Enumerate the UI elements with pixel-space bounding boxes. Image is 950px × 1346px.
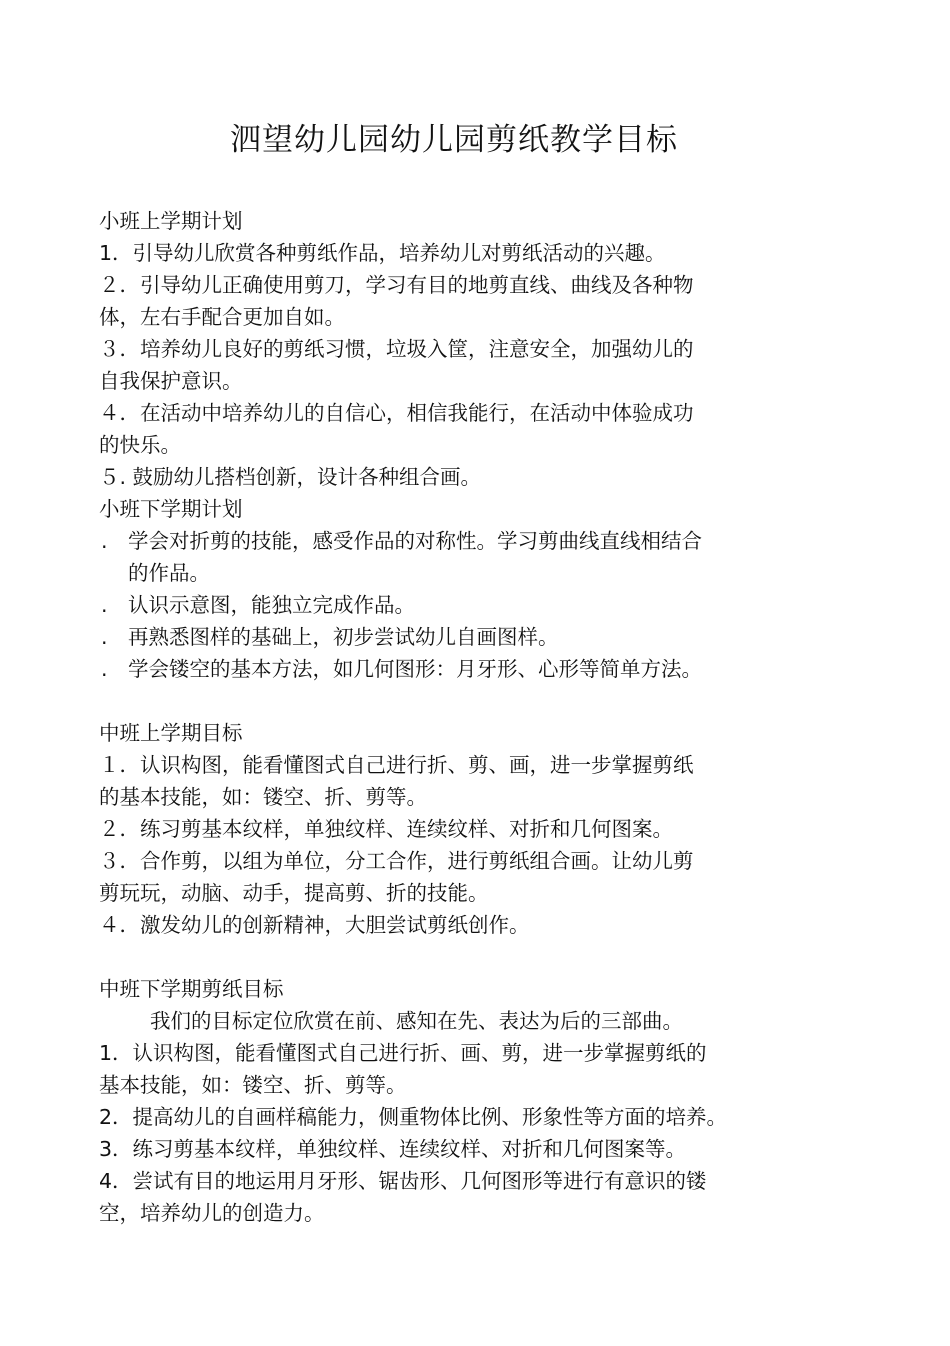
paragraph-line: 1．引导幼儿欣赏各种剪纸作品，培养幼儿对剪纸活动的兴趣。: [99, 241, 666, 265]
list-item: 学会对折剪的技能，感受作品的对称性。学习剪曲线直线相结合: [128, 529, 702, 553]
paragraph-line: 3．练习剪基本纹样，单独纹样、连续纹样、对折和几何图案等。: [99, 1137, 687, 1161]
paragraph-line: 剪玩玩，动脑、动手，提高剪、折的技能。: [99, 881, 489, 905]
document-title: 泗望幼儿园幼儿园剪纸教学目标: [230, 122, 678, 158]
paragraph-line: ２．练习剪基本纹样，单独纹样、连续纹样、对折和几何图案。: [99, 817, 673, 841]
paragraph-line: 的基本技能，如：镂空、折、剪等。: [99, 785, 427, 809]
paragraph-line: 2．提高幼儿的自画样稿能力，侧重物体比例、形象性等方面的培养。: [99, 1105, 728, 1129]
bullet-marker: .: [101, 657, 108, 681]
paragraph-line: ５. 鼓励幼儿搭档创新，设计各种组合画。: [99, 465, 482, 489]
list-item: 的作品。: [128, 561, 210, 585]
paragraph-line: ２．引导幼儿正确使用剪刀，学习有目的地剪直线、曲线及各种物: [99, 273, 694, 297]
paragraph-line: 体，左右手配合更加自如。: [99, 305, 345, 329]
list-item: 认识示意图，能独立完成作品。: [128, 593, 415, 617]
list-item: 学会镂空的基本方法，如几何图形：月牙形、心形等简单方法。: [128, 657, 702, 681]
paragraph-line: 1．认识构图，能看懂图式自己进行折、画、剪，进一步掌握剪纸的: [99, 1041, 707, 1065]
paragraph-line: ３．合作剪，以组为单位，分工合作，进行剪纸组合画。让幼儿剪: [99, 849, 694, 873]
list-item: 再熟悉图样的基础上，初步尝试幼儿自画图样。: [128, 625, 559, 649]
paragraph-line: ４．激发幼儿的创新精神，大胆尝试剪纸创作。: [99, 913, 530, 937]
bullet-marker: .: [101, 593, 108, 617]
section-heading-small-class-first-term: 小班上学期计划: [99, 209, 243, 233]
paragraph-line: 基本技能，如：镂空、折、剪等。: [99, 1073, 407, 1097]
section-heading-small-class-second-term: 小班下学期计划: [99, 497, 243, 521]
bullet-marker: .: [101, 529, 108, 553]
paragraph-line: １．认识构图，能看懂图式自己进行折、剪、画，进一步掌握剪纸: [99, 753, 694, 777]
paragraph-line: 自我保护意识。: [99, 369, 243, 393]
bullet-marker: .: [101, 625, 108, 649]
paragraph-line: 空，培养幼儿的创造力。: [99, 1201, 325, 1225]
section-intro: 我们的目标定位欣赏在前、感知在先、表达为后的三部曲。: [150, 1009, 683, 1033]
paragraph-line: ４．在活动中培养幼儿的自信心，相信我能行，在活动中体验成功: [99, 401, 694, 425]
paragraph-line: 的快乐。: [99, 433, 181, 457]
paragraph-line: ３．培养幼儿良好的剪纸习惯，垃圾入筐，注意安全，加强幼儿的: [99, 337, 694, 361]
section-heading-middle-class-first-term: 中班上学期目标: [99, 721, 243, 745]
section-heading-middle-class-second-term: 中班下学期剪纸目标: [99, 977, 284, 1001]
paragraph-line: 4．尝试有目的地运用月牙形、锯齿形、几何图形等进行有意识的镂: [99, 1169, 707, 1193]
